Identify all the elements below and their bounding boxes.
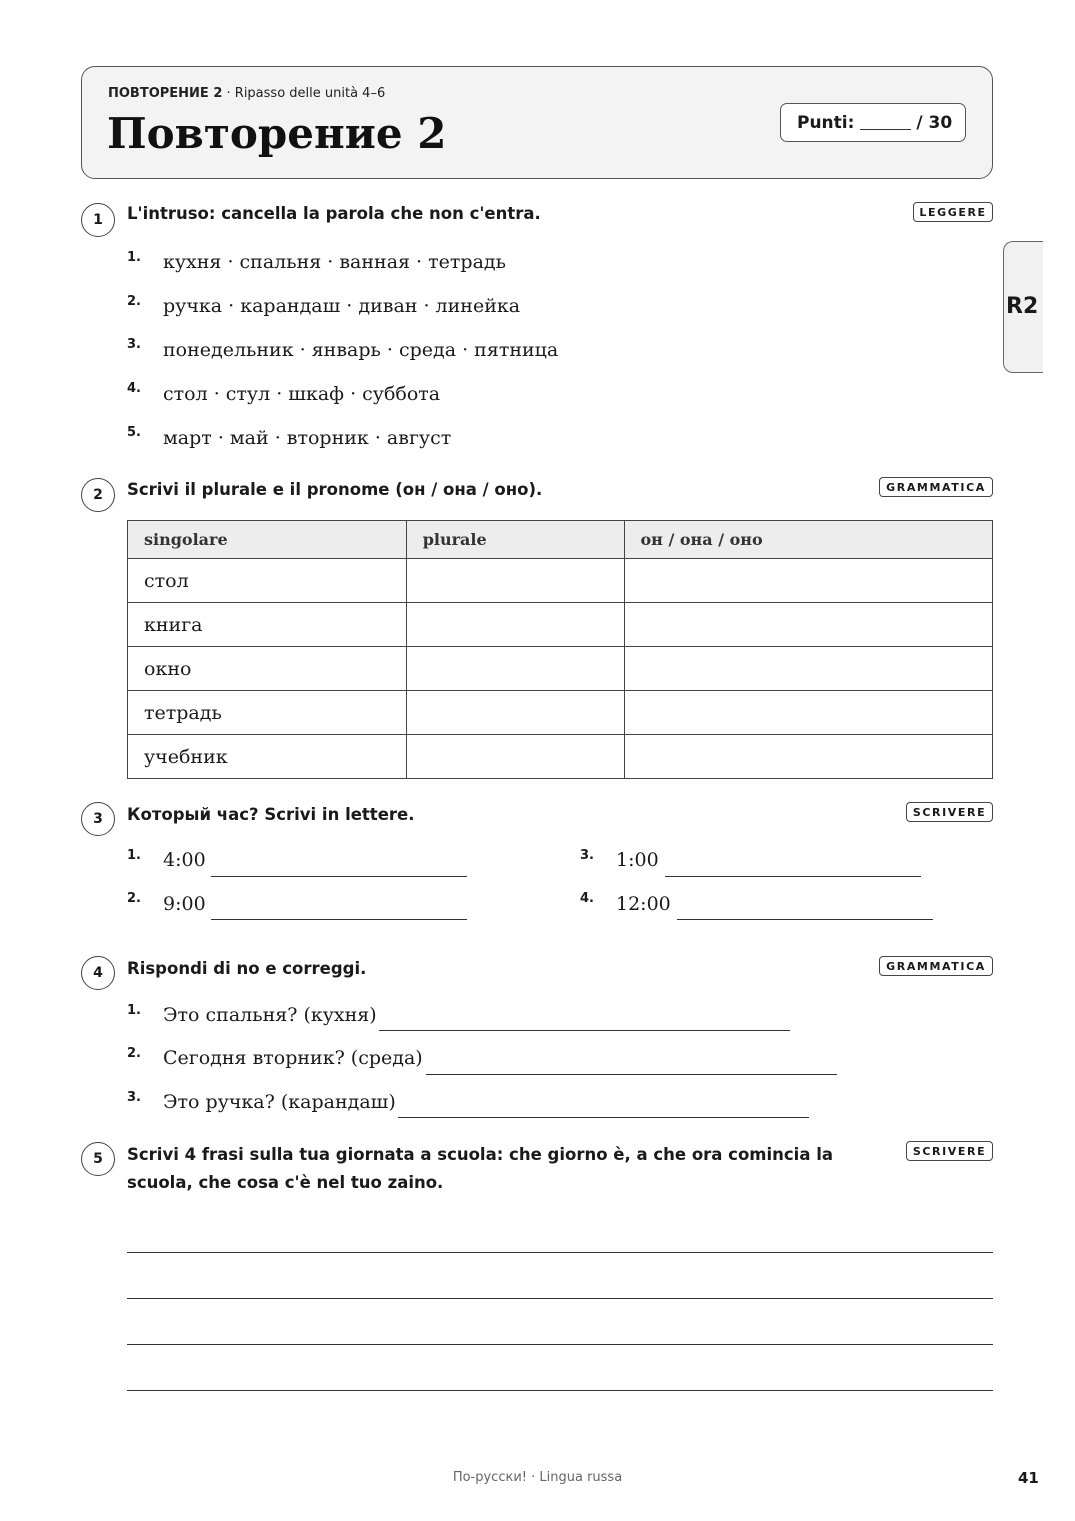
column-header-plural: plurale — [406, 521, 624, 559]
exercise-1-item-number: 5. — [127, 425, 141, 440]
exercise-3-item-number: 1. — [127, 848, 141, 863]
writing-line[interactable] — [127, 1390, 993, 1391]
exercise-5-title: Scrivi 4 frasi sulla tua giornata a scuola: che giorno è, a che ora comincia la scuola, che cosa c'è nel tuo zaino. — [127, 1145, 834, 1192]
answer-line[interactable] — [211, 876, 467, 877]
column-header-pronoun: он / она / оно — [624, 521, 993, 559]
writing-line[interactable] — [127, 1298, 993, 1299]
exercise-4-skill-tag: GRAMMATICA — [879, 956, 993, 976]
exercise-1-item[interactable]: ручка · карандаш · диван · линейка — [163, 295, 521, 317]
exercise-4-item-number: 3. — [127, 1090, 141, 1105]
time-prompt: 9:00 — [163, 893, 206, 915]
header-kicker — [108, 86, 385, 101]
points-label: Punti: — [797, 112, 855, 133]
exercise-1-item-number: 2. — [127, 294, 141, 309]
plural-answer-cell[interactable] — [406, 603, 624, 647]
plural-answer-cell[interactable] — [406, 691, 624, 735]
pronoun-answer-cell[interactable] — [624, 691, 993, 735]
table-row — [128, 735, 993, 779]
answer-line[interactable] — [211, 919, 467, 920]
section-tab-label: R2 — [1006, 294, 1039, 319]
answer-line[interactable] — [665, 876, 921, 877]
pronoun-answer-cell[interactable] — [624, 647, 993, 691]
exercise-2-skill-tag: GRAMMATICA — [879, 477, 993, 497]
singular-cell: учебник — [128, 735, 407, 779]
table-row — [128, 691, 993, 735]
time-prompt: 1:00 — [616, 849, 659, 871]
points-blank[interactable] — [860, 116, 911, 130]
kicker-bold: ПОВТОРЕНИЕ 2 — [108, 86, 223, 101]
exercise-1-item-number: 3. — [127, 337, 141, 352]
exercise-1-skill-tag: LEGGERE — [913, 202, 993, 222]
exercise-3-item-number: 2. — [127, 891, 141, 906]
time-prompt: 4:00 — [163, 849, 206, 871]
exercise-1-number: 1 — [81, 203, 115, 237]
singular-cell: окно — [128, 647, 407, 691]
answer-line[interactable] — [398, 1117, 809, 1118]
answer-line[interactable] — [426, 1074, 837, 1075]
footer-book-title: По-русски! · Lingua russa — [452, 1470, 623, 1485]
worksheet-header — [81, 66, 993, 179]
question-prompt: Сегодня вторник? (среда) — [163, 1047, 423, 1069]
exercise-1-title: L'intruso: cancella la parola che non c'entra. — [127, 204, 541, 223]
exercise-4-item-number: 1. — [127, 1003, 141, 1018]
table-row — [128, 559, 993, 603]
exercise-1-item-number: 1. — [127, 250, 141, 265]
exercise-2-title: Scrivi il plurale e il pronome (он / она / оно). — [127, 480, 543, 499]
points-total: / 30 — [916, 112, 953, 133]
column-header-singular: singolare — [128, 521, 407, 559]
plural-answer-cell[interactable] — [406, 559, 624, 603]
singular-cell: тетрадь — [128, 691, 407, 735]
exercise-2-number: 2 — [81, 478, 115, 512]
writing-line[interactable] — [127, 1252, 993, 1253]
exercise-1-item[interactable]: понедельник · январь · среда · пятница — [163, 339, 559, 361]
exercise-4-title: Rispondi di no e correggi. — [127, 959, 367, 978]
pronoun-answer-cell[interactable] — [624, 603, 993, 647]
table-row — [128, 647, 993, 691]
exercise-3-item-number: 3. — [580, 848, 594, 863]
pronoun-answer-cell[interactable] — [624, 559, 993, 603]
pronoun-answer-cell[interactable] — [624, 735, 993, 779]
page-title: Повторение 2 — [107, 109, 447, 158]
table-row — [128, 603, 993, 647]
exercise-4-item-number: 2. — [127, 1046, 141, 1061]
exercise-5-number: 5 — [81, 1142, 115, 1176]
plural-answer-cell[interactable] — [406, 647, 624, 691]
answer-line[interactable] — [677, 919, 933, 920]
exercise-1-item[interactable]: кухня · спальня · ванная · тетрадь — [163, 251, 506, 273]
singular-cell: стол — [128, 559, 407, 603]
writing-line[interactable] — [127, 1344, 993, 1345]
exercise-5-skill-tag: SCRIVERE — [906, 1141, 993, 1161]
exercise-1-item[interactable]: март · май · вторник · август — [163, 427, 452, 449]
exercise-1-item-number: 4. — [127, 381, 141, 396]
question-prompt: Это спальня? (кухня) — [163, 1004, 377, 1026]
singular-cell: книга — [128, 603, 407, 647]
exercise-4-number: 4 — [81, 956, 115, 990]
page-number: 41 — [1018, 1469, 1039, 1487]
exercise-1-item[interactable]: стол · стул · шкаф · суббота — [163, 383, 441, 405]
kicker-subtitle: · Ripasso delle unità 4–6 — [222, 86, 386, 101]
exercise-3-item-number: 4. — [580, 891, 594, 906]
time-prompt: 12:00 — [616, 893, 671, 915]
plural-table — [127, 520, 993, 779]
section-tab — [1003, 241, 1043, 373]
exercise-3-number: 3 — [81, 802, 115, 836]
points-box — [780, 103, 966, 142]
exercise-3-title: Который час? Scrivi in lettere. — [127, 805, 415, 824]
table-header-row — [128, 521, 993, 559]
question-prompt: Это ручка? (карандаш) — [163, 1091, 396, 1113]
plural-answer-cell[interactable] — [406, 735, 624, 779]
answer-line[interactable] — [379, 1030, 790, 1031]
exercise-3-skill-tag: SCRIVERE — [906, 802, 993, 822]
